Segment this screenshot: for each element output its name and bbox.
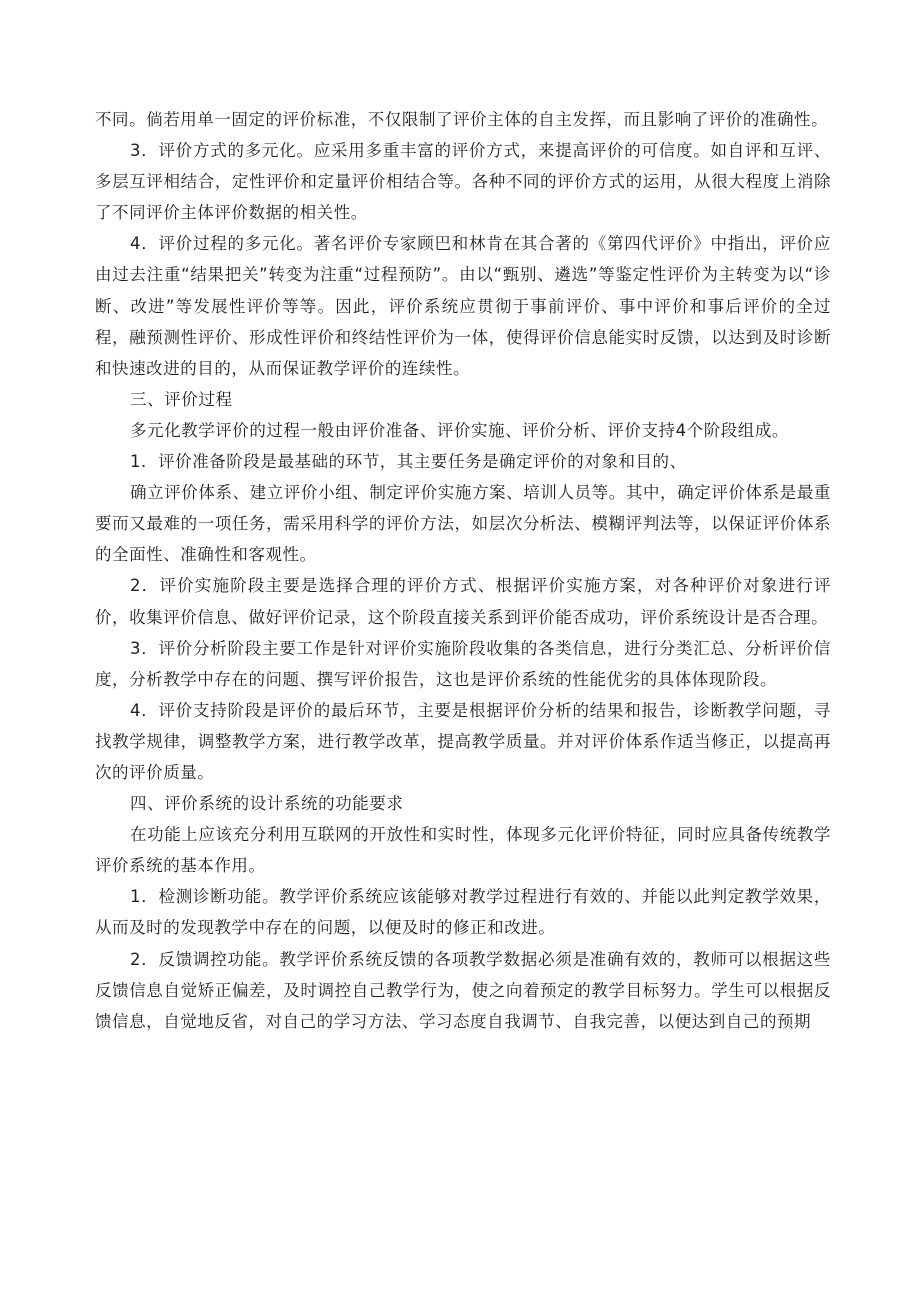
paragraph-preparation-stage: 1．评价准备阶段是最基础的环节，其主要任务是确定评价的对象和目的、 — [130, 452, 687, 472]
paragraph-evaluation-process-diversity: 4．评价过程的多元化。著名评价专家顾巴和林肯在其合著的《第四代评价》中指出，评价应由过去注重“结果把关”转变为注重“过程预防”。由以“甄别、遴选”等鉴定性评价为主转变为以“诊断、改进”等发展性评价等等。因此，评价系统应贯彻于事前评价、事中评价和事后评价的全过程，融预测性评价、形成性评价和终结性评价为一体，使得评价信息能实时反馈，以达到及时诊断和快速改进的目的，从而保证教学评价的连续性。 — [95, 234, 831, 378]
paragraph-evaluation-methods: 3．评价方式的多元化。应采用多重丰富的评价方式，来提高评价的可信度。如自评和互评、多层互评相结合，定性评价和定量评价相结合等。各种不同的评价方式的运用，从很大程度上消除了不同评价主体评价数据的相关性。 — [95, 141, 831, 223]
paragraph-analysis-stage: 3．评价分析阶段主要工作是针对评价实施阶段收集的各类信息，进行分类汇总、分析评价信度，分析教学中存在的问题、撰写评价报告，这也是评价系统的性能优劣的具体体现阶段。 — [95, 638, 831, 689]
section-heading-evaluation-process: 三、评价过程 — [130, 389, 233, 409]
paragraph-implementation-stage: 2．评价实施阶段主要是选择合理的评价方式、根据评价实施方案，对各种评价对象进行评价，收集评价信息、做好评价记录，这个阶段直接关系到评价能否成功，评价系统设计是否合理。 — [95, 576, 831, 627]
paragraph-preparation-detail: 确立评价体系、建立评价小组、制定评价实施方案、培训人员等。其中，确定评价体系是最重要而又最难的一项任务，需采用科学的评价方法，如层次分析法、模糊评判法等，以保证评价体系的全面性、准确性和客观性。 — [95, 483, 831, 565]
paragraph-feedback-function: 2．反馈调控功能。教学评价系统反馈的各项教学数据必须是准确有效的，教师可以根据这些反馈信息自觉矫正偏差，及时调控自己教学行为，使之向着预定的教学目标努力。学生可以根据反馈信息，自觉地反省，对自己的学习方法、学习态度自我调节、自我完善，以便达到自己的预期 — [95, 949, 831, 1031]
paragraph-diagnosis-function: 1．检测诊断功能。教学评价系统应该能够对教学过程进行有效的、并能以此判定教学效果，从而及时的发现教学中存在的问题，以便及时的修正和改进。 — [95, 887, 831, 938]
document-body — [95, 104, 831, 1037]
paragraph-support-stage: 4．评价支持阶段是评价的最后环节，主要是根据评价分析的结果和报告，诊断教学问题，寻找教学规律，调整教学方案，进行教学改革，提高教学质量。并对评价体系作适当修正，以提高再次的评价质量。 — [95, 700, 831, 782]
paragraph-continued: 不同。倘若用单一固定的评价标准，不仅限制了评价主体的自主发挥，而且影响了评价的准确性。 — [95, 110, 829, 129]
paragraph-process-overview: 多元化教学评价的过程一般由评价准备、评价实施、评价分析、评价支持4个阶段组成。 — [130, 420, 789, 440]
section-heading-system-requirements: 四、评价系统的设计系统的功能要求 — [130, 794, 404, 814]
paragraph-requirements-overview: 在功能上应该充分利用互联网的开放性和实时性，体现多元化评价特征，同时应具备传统教学评价系统的基本作用。 — [95, 825, 831, 876]
